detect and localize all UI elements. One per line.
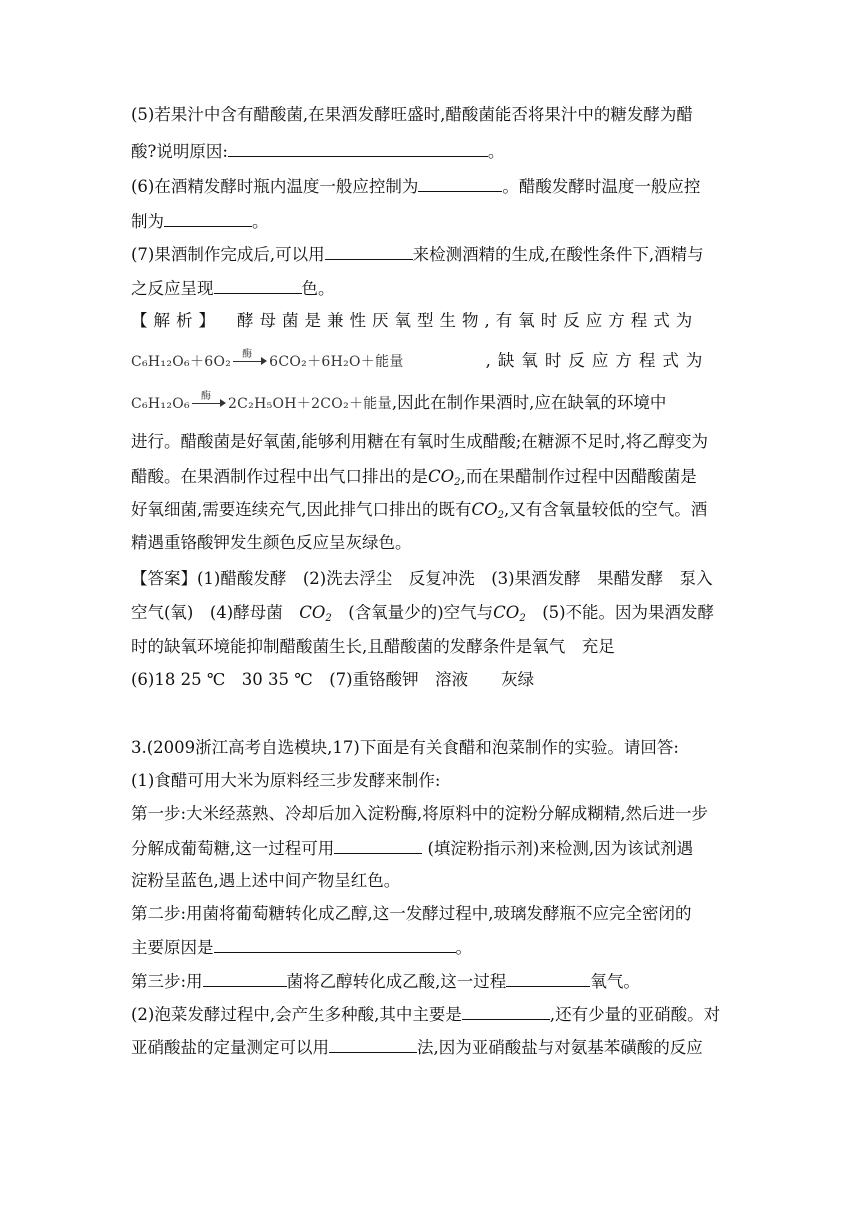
answer-blank [214, 936, 456, 953]
q7-line2: 之反应呈现 色。 [131, 279, 335, 298]
analysis-line2: C₆H₁₂O₆＋6O₂ 酶 6CO₂＋6H₂O＋能量 ,缺氧时反应方程式为 [131, 350, 731, 373]
answer-blank [329, 1036, 417, 1053]
answer-blank [203, 970, 287, 987]
answer-line1: 【答案】(1)醋酸发酵 (2)洗去浮尘 反复冲洗 (3)果酒发酵 果醋发酵 泵入 [131, 569, 713, 588]
q3-line6: 第二步:用菌将葡萄糖转化成乙醇,这一发酵过程中,玻璃发酵瓶不应完全密闭的 [131, 904, 692, 923]
q3-line7: 主要原因是 。 [131, 938, 472, 957]
q3-line4: 分解成葡萄糖,这一过程可用 (填淀粉指示剂)来检测,因为该试剂遇 [131, 839, 694, 858]
co2-formula: $CO_2$ [299, 603, 332, 624]
answer-blank [506, 970, 590, 987]
equation-anaerobic: C₆H₁₂O₆ 酶 2C₂H₅OH＋2CO₂＋能量 [131, 391, 392, 412]
answer-blank [228, 140, 488, 157]
q6-line1: (6)在酒精发酵时瓶内温度一般应控制为 。醋酸发酵时温度一般应控 [131, 177, 701, 196]
answer-blank [462, 1003, 550, 1020]
answer-blank [164, 210, 252, 227]
answer-line2: 空气(氧) (4)酵母菌 $CO_2$ (含氧量少的)空气与$CO_2$ (5)不能。因为果酒发酵 [131, 603, 715, 624]
q3-line1: 3.(2009浙江高考自选模块,17)下面是有关食醋和泡菜制作的实验。请回答: [131, 738, 679, 757]
co2-formula: $CO_2$ [493, 603, 526, 624]
answer-line4: (6)18 25 ℃ 30 35 ℃ (7)重铬酸钾 溶液 灰绿 [131, 670, 535, 689]
q3-line10: 亚硝酸盐的定量测定可以用 法,因为亚硝酸盐与对氨基苯磺酸的反应 [131, 1038, 703, 1057]
q3-line9: (2)泡菜发酵过程中,会产生多种酸,其中主要是 ,还有少量的亚硝酸。对 [131, 1005, 721, 1024]
q3-line8: 第三步:用 菌将乙醇转化成乙酸,这一过程 氧气。 [131, 972, 640, 991]
reaction-arrow: 酶 [192, 395, 226, 407]
answer-blank [325, 243, 413, 260]
equation-aerobic: C₆H₁₂O₆＋6O₂ 酶 6CO₂＋6H₂O＋能量 [131, 349, 404, 370]
analysis-line5: 醋酸。在果酒制作过程中出气口排出的是$CO_2$,而在果醋制作过程中因醋酸菌是 [131, 467, 697, 488]
q6-line2: 制为 。 [131, 212, 269, 231]
q5-line2: 酸?说明原因: 。 [131, 142, 505, 161]
co2-formula: $CO_2$ [428, 467, 461, 488]
answer-blank [214, 277, 302, 294]
analysis-line7: 精遇重铬酸钾发生颜色反应呈灰绿色。 [131, 533, 412, 552]
analysis-line6: 好氧细菌,需要连续充气,因此排气口排出的既有$CO_2$,又有含氧量较低的空气。酒 [131, 500, 708, 521]
analysis-line3: C₆H₁₂O₆ 酶 2C₂H₅OH＋2CO₂＋能量,因此在制作果酒时,应在缺氧的环境中 [131, 392, 731, 415]
q3-line3: 第一步:大米经蒸熟、冷却后加入淀粉酶,将原料中的淀粉分解成糊精,然后进一步 [131, 804, 709, 823]
co2-formula: $CO_2$ [471, 500, 505, 521]
reaction-arrow: 酶 [233, 353, 267, 365]
answer-blank [418, 175, 502, 192]
analysis-label: 【解析】 [131, 311, 221, 330]
answer-blank [334, 837, 422, 854]
q3-line5: 淀粉呈蓝色,遇上述中间产物呈红色。 [131, 871, 401, 890]
answer-line3: 时的缺氧环境能抑制醋酸菌生长,且醋酸菌的发酵条件是氧气 充足 [131, 637, 615, 656]
analysis-line1: 【解析】 酵母菌是兼性厌氧型生物,有氧时反应方程式为 [131, 311, 699, 330]
q7-line1: (7)果酒制作完成后,可以用 来检测酒精的生成,在酸性条件下,酒精与 [131, 245, 704, 264]
analysis-line4: 进行。醋酸菌是好氧菌,能够利用糖在有氧时生成醋酸;在糖源不足时,将乙醇变为 [131, 432, 709, 451]
q3-line2: (1)食醋可用大米为原料经三步发酵来制作: [131, 771, 441, 790]
q5-line1: (5)若果汁中含有醋酸菌,在果酒发酵旺盛时,醋酸菌能否将果汁中的糖发酵为醋 [131, 105, 693, 124]
